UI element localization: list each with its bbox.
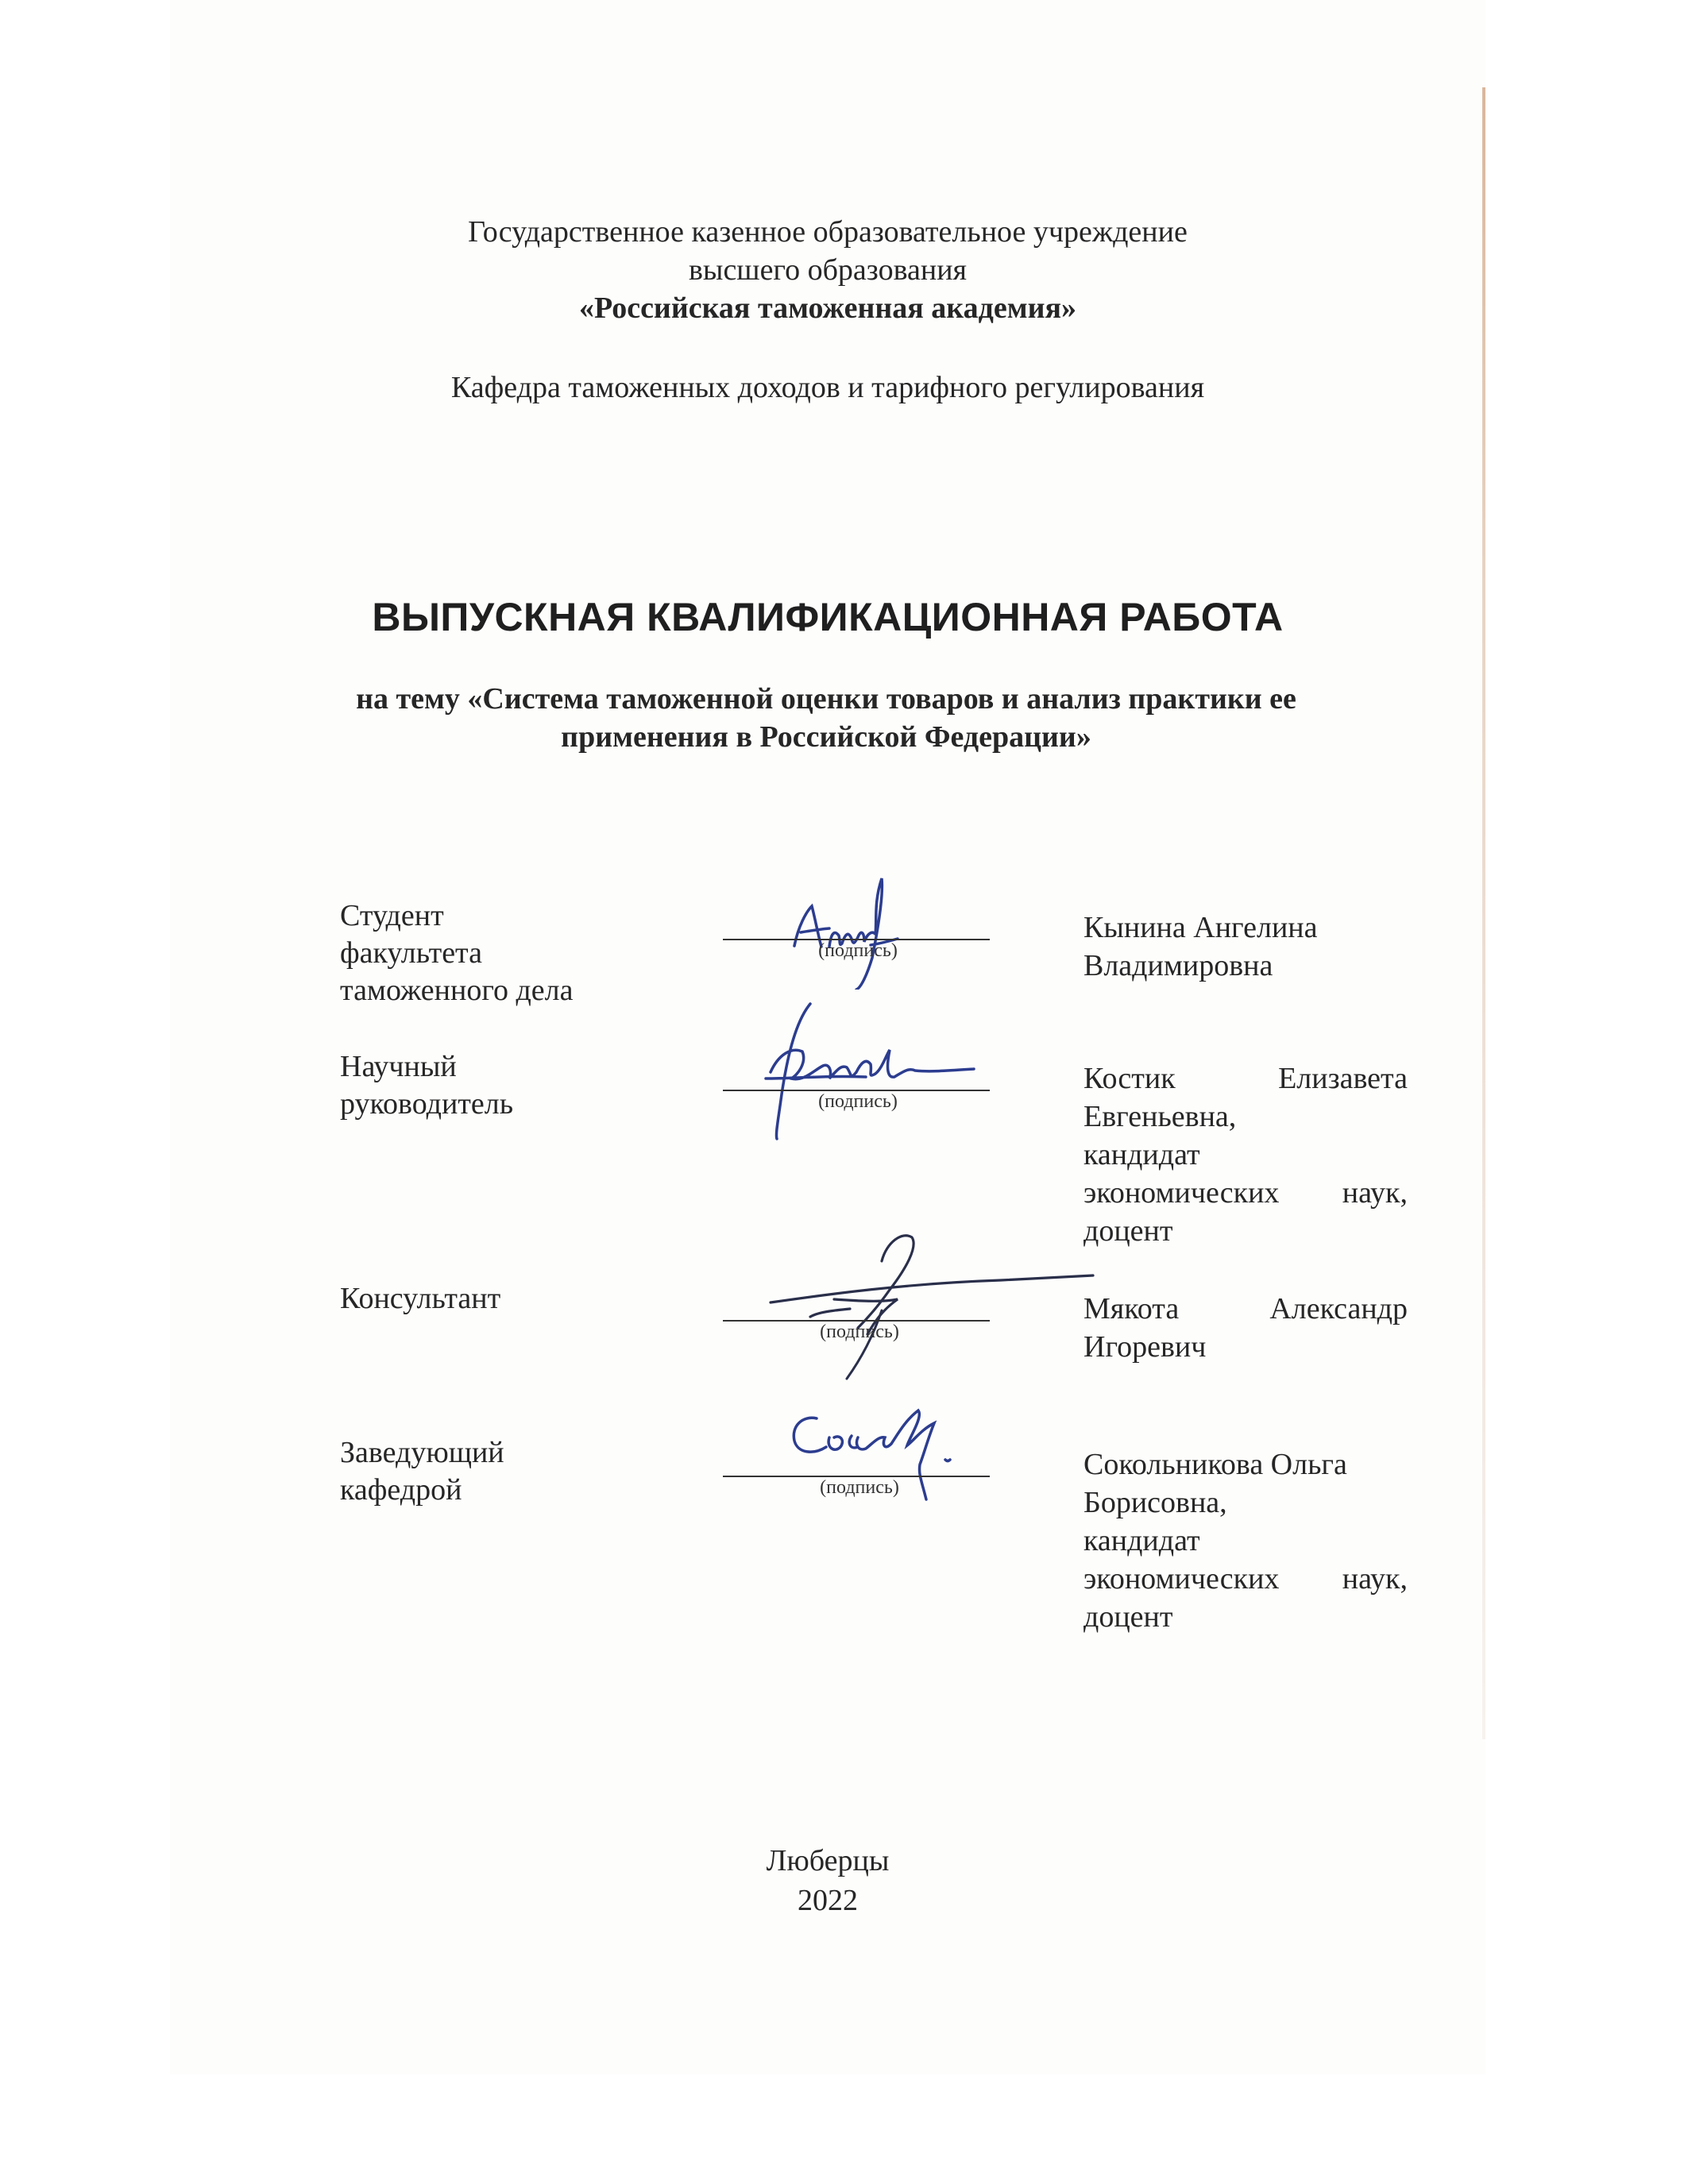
name-line: Кынина Ангелина (1083, 911, 1318, 944)
name-line (1083, 1290, 1408, 1328)
page-edge-shadow (1482, 87, 1485, 1739)
first-name: Александр (1269, 1292, 1408, 1325)
department (170, 369, 1485, 407)
role-line: Консультант (340, 1282, 501, 1315)
degree-line: кандидат (1083, 1138, 1200, 1171)
supervisor-name (1083, 1059, 1408, 1250)
patronymic: Евгеньевна, (1083, 1100, 1237, 1133)
surname: Мякота (1083, 1292, 1180, 1325)
degree-word: экономических (1083, 1176, 1280, 1210)
thesis-topic (302, 680, 1350, 756)
header (170, 213, 1485, 327)
topic-line-2: применения в Российской Федерации» (561, 720, 1091, 754)
consultant-name (1083, 1290, 1408, 1366)
head-role (340, 1434, 504, 1509)
signature-caption: (подпись) (818, 1091, 898, 1112)
head-name (1083, 1445, 1408, 1636)
signature-caption: (подпись) (820, 1477, 899, 1498)
degree-line (1083, 1174, 1408, 1212)
name-line: Сокольникова Ольга (1083, 1448, 1347, 1481)
role-line: руководитель (340, 1087, 514, 1121)
document-title: ВЫПУСКНАЯ КВАЛИФИКАЦИОННАЯ РАБОТА (372, 595, 1284, 639)
student-signature (763, 870, 906, 990)
first-name: Елизавета (1278, 1062, 1408, 1095)
role-line: Студент (340, 899, 444, 932)
consultant-role (340, 1280, 500, 1318)
student-role (340, 897, 574, 1009)
supervisor-signature (747, 999, 977, 1142)
role-line: факультета (340, 936, 482, 970)
degree-word: наук, (1342, 1562, 1408, 1596)
city: Люберцы (766, 1844, 890, 1877)
topic-line-1: на тему «Система таможенной оценки товаров и анализ практики ее (356, 682, 1296, 716)
role-line: таможенного дела (340, 974, 574, 1007)
patronymic: Игоревич (1083, 1330, 1207, 1364)
academic-title: доцент (1083, 1214, 1173, 1248)
footer (170, 1841, 1485, 1920)
name-line: Владимировна (1083, 949, 1273, 982)
role-line: кафедрой (340, 1473, 462, 1507)
role-line: Научный (340, 1050, 457, 1083)
signature-caption: (подпись) (820, 1322, 899, 1342)
degree-word: экономических (1083, 1562, 1280, 1596)
department-name: Кафедра таможенных доходов и тарифного регулирования (450, 371, 1205, 404)
degree-word: наук, (1342, 1176, 1408, 1210)
surname: Костик (1083, 1062, 1176, 1095)
name-line (1083, 1059, 1408, 1098)
signature-caption: (подпись) (818, 940, 898, 961)
academic-title: доцент (1083, 1600, 1173, 1634)
supervisor-role (340, 1048, 513, 1123)
patronymic: Борисовна, (1083, 1486, 1227, 1519)
institution-line-1: Государственное казенное образовательное учреждение (468, 215, 1188, 249)
year: 2022 (798, 1884, 858, 1917)
role-line: Заведующий (340, 1436, 504, 1469)
institution-line-2: высшего образования (688, 253, 968, 287)
consultant-signature (763, 1223, 1096, 1382)
degree-line: кандидат (1083, 1524, 1200, 1557)
student-name (1083, 909, 1408, 985)
academy-name: «Российская таможенная академия» (578, 291, 1077, 325)
degree-line (1083, 1560, 1408, 1598)
